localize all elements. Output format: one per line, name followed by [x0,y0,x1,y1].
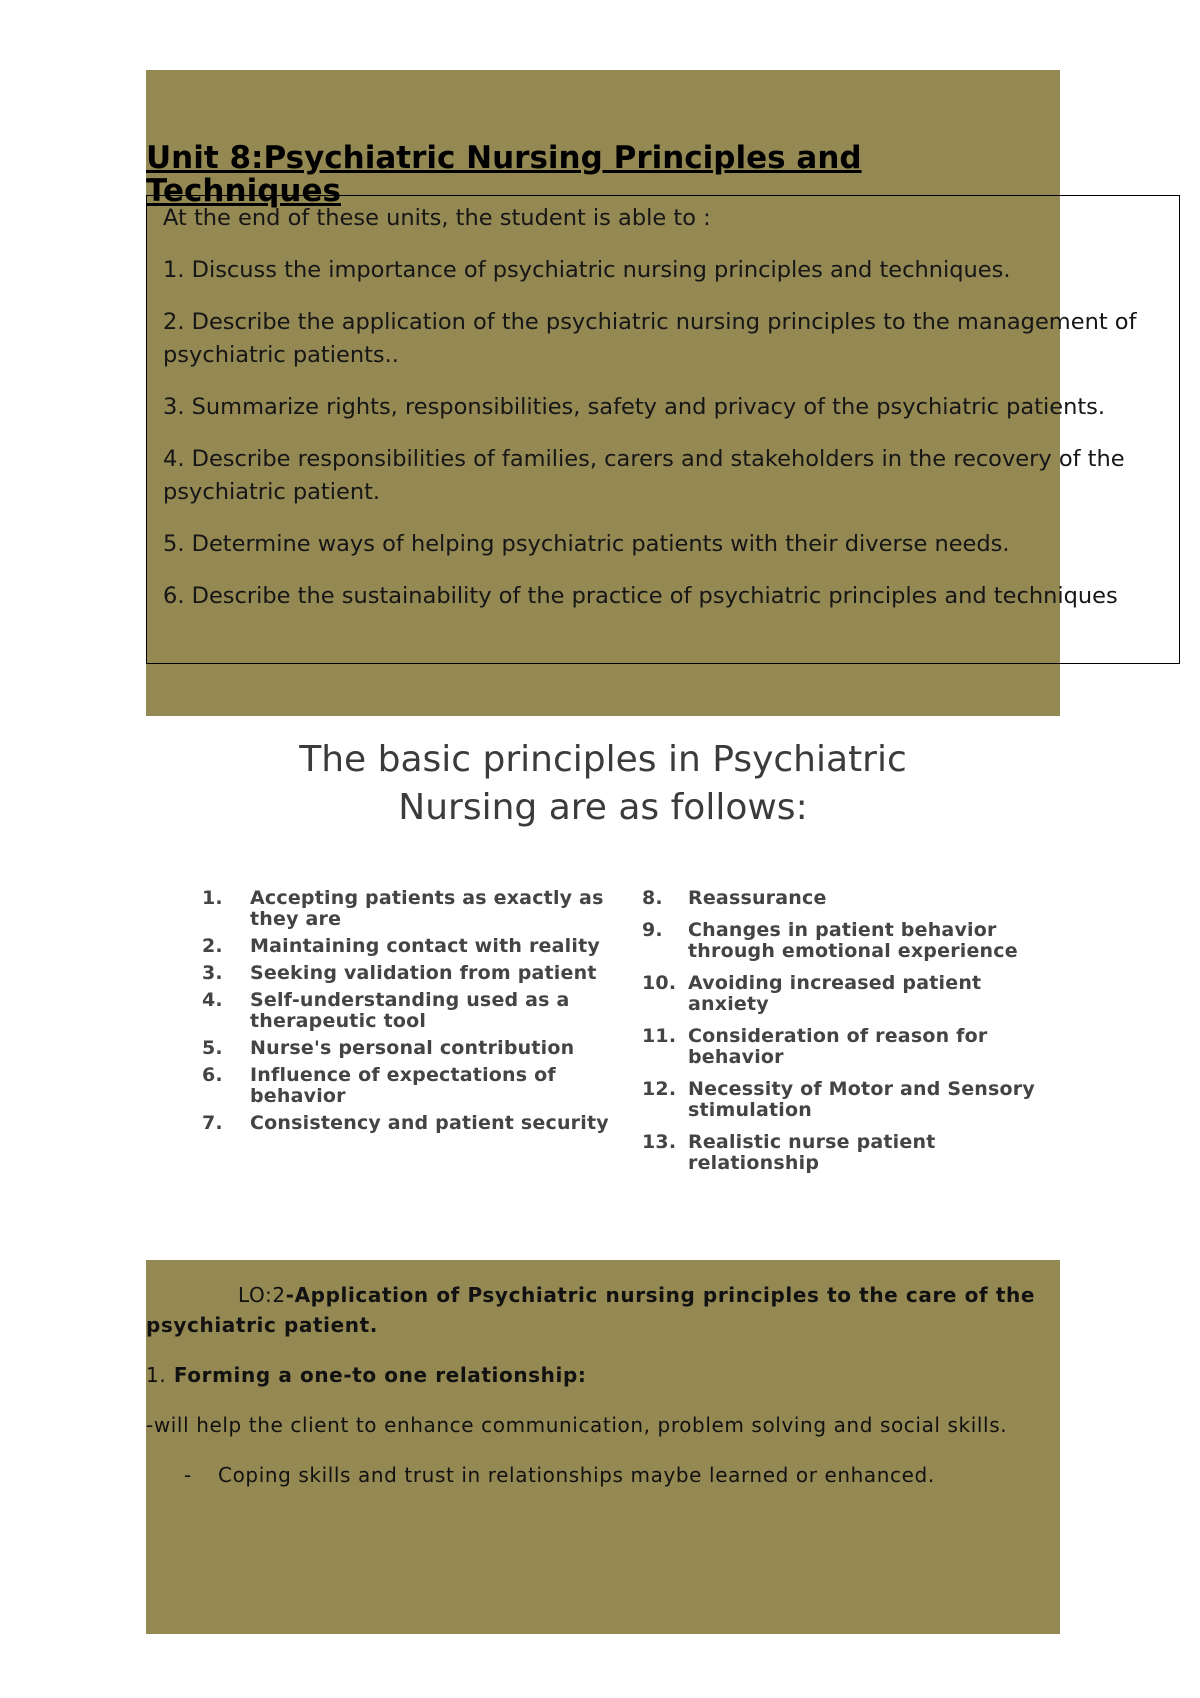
lo-body-line: -will help the client to enhance communication, problem solving and social skills. [146,1413,1008,1437]
lo-subheading [146,1360,1060,1390]
principle-item [642,1026,1042,1068]
principle-item [202,936,612,957]
principle-item [642,1079,1042,1121]
objective-item: 5. Determine ways of helping psychiatric patients with their diverse needs. [163,531,1010,557]
principles-slide-image [146,716,1060,1236]
lo-bullet-item [146,1460,1060,1490]
principle-number: 4. [202,989,223,1011]
objective-item: 3. Summarize rights, responsibilities, safety and privacy of the psychiatric patients. [163,394,1106,420]
principle-text: Influence of expectations of behavior [250,1064,556,1107]
objective-item: 6. Describe the sustainability of the practice of psychiatric principles and techniques [163,583,1118,609]
principle-item [642,1132,1042,1174]
objective-item: 2. Describe the application of the psychiatric nursing principles to the management of psychiatric patients.. [163,309,1137,368]
principle-text: Consideration of reason for behavior [688,1025,988,1068]
principle-number: 1. [202,887,223,909]
lo-subheading-number: 1. [146,1363,167,1387]
principle-item [642,888,1042,909]
principle-text: Avoiding increased patient anxiety [688,972,982,1015]
bullet-dash: - [184,1463,192,1487]
principle-number: 9. [642,919,663,941]
slide-title [146,736,1060,832]
objective-item: 1. Discuss the importance of psychiatric nursing principles and techniques. [163,257,1011,283]
principle-text: Changes in patient behavior through emotional experience [688,919,1018,962]
principle-item [642,973,1042,1015]
principle-number: 5. [202,1037,223,1059]
principle-number: 7. [202,1112,223,1134]
principle-number: 11. [642,1025,677,1047]
principle-number: 13. [642,1131,677,1153]
lo-heading-text: -Application of Psychiatric nursing principles to the care of the psychiatric patient. [146,1283,1036,1337]
principle-text: Accepting patients as exactly as they are [250,887,604,930]
principle-number: 2. [202,935,223,957]
principle-text: Seeking validation from patient [250,962,597,984]
principle-item [202,963,612,984]
principle-item [202,1038,612,1059]
principle-number: 12. [642,1078,677,1100]
principle-item [642,920,1042,962]
lo-bullet-text: Coping skills and trust in relationships maybe learned or enhanced. [218,1463,935,1487]
objectives-intro: At the end of these units, the student is able to : [163,205,711,231]
objective-item: 4. Describe responsibilities of families, carers and stakeholders in the recovery of the psychiatric patient. [163,446,1125,505]
lo-heading-prefix: LO:2 [238,1283,286,1307]
principle-item [202,1065,612,1107]
principle-text: Reassurance [688,887,827,909]
principle-text: Realistic nurse patient relationship [688,1131,936,1174]
principles-list-left [202,888,612,1140]
principle-number: 6. [202,1064,223,1086]
slide-title-line: Nursing are as follows: [398,787,808,828]
principle-item [202,990,612,1032]
principles-list-right [642,888,1042,1185]
lo-subheading-text: Forming a one-to one relationship: [166,1363,587,1387]
principle-item [202,1113,612,1134]
principle-text: Nurse's personal contribution [250,1037,575,1059]
lo-heading [146,1280,1060,1340]
learning-objectives-box [146,195,1180,664]
principle-number: 10. [642,972,677,994]
slide-title-line: The basic principles in Psychiatric [299,739,907,780]
principle-number: 8. [642,887,663,909]
principle-text: Maintaining contact with reality [250,935,600,957]
learning-outcome-section [146,1280,1060,1510]
principle-text: Self-understanding used as a therapeutic tool [250,989,570,1032]
principle-item [202,888,612,930]
principle-text: Necessity of Motor and Sensory stimulation [688,1078,1035,1121]
principle-text: Consistency and patient security [250,1112,609,1134]
unit-title: Unit 8:Psychiatric Nursing Principles and Techniques [146,140,862,209]
principle-number: 3. [202,962,223,984]
